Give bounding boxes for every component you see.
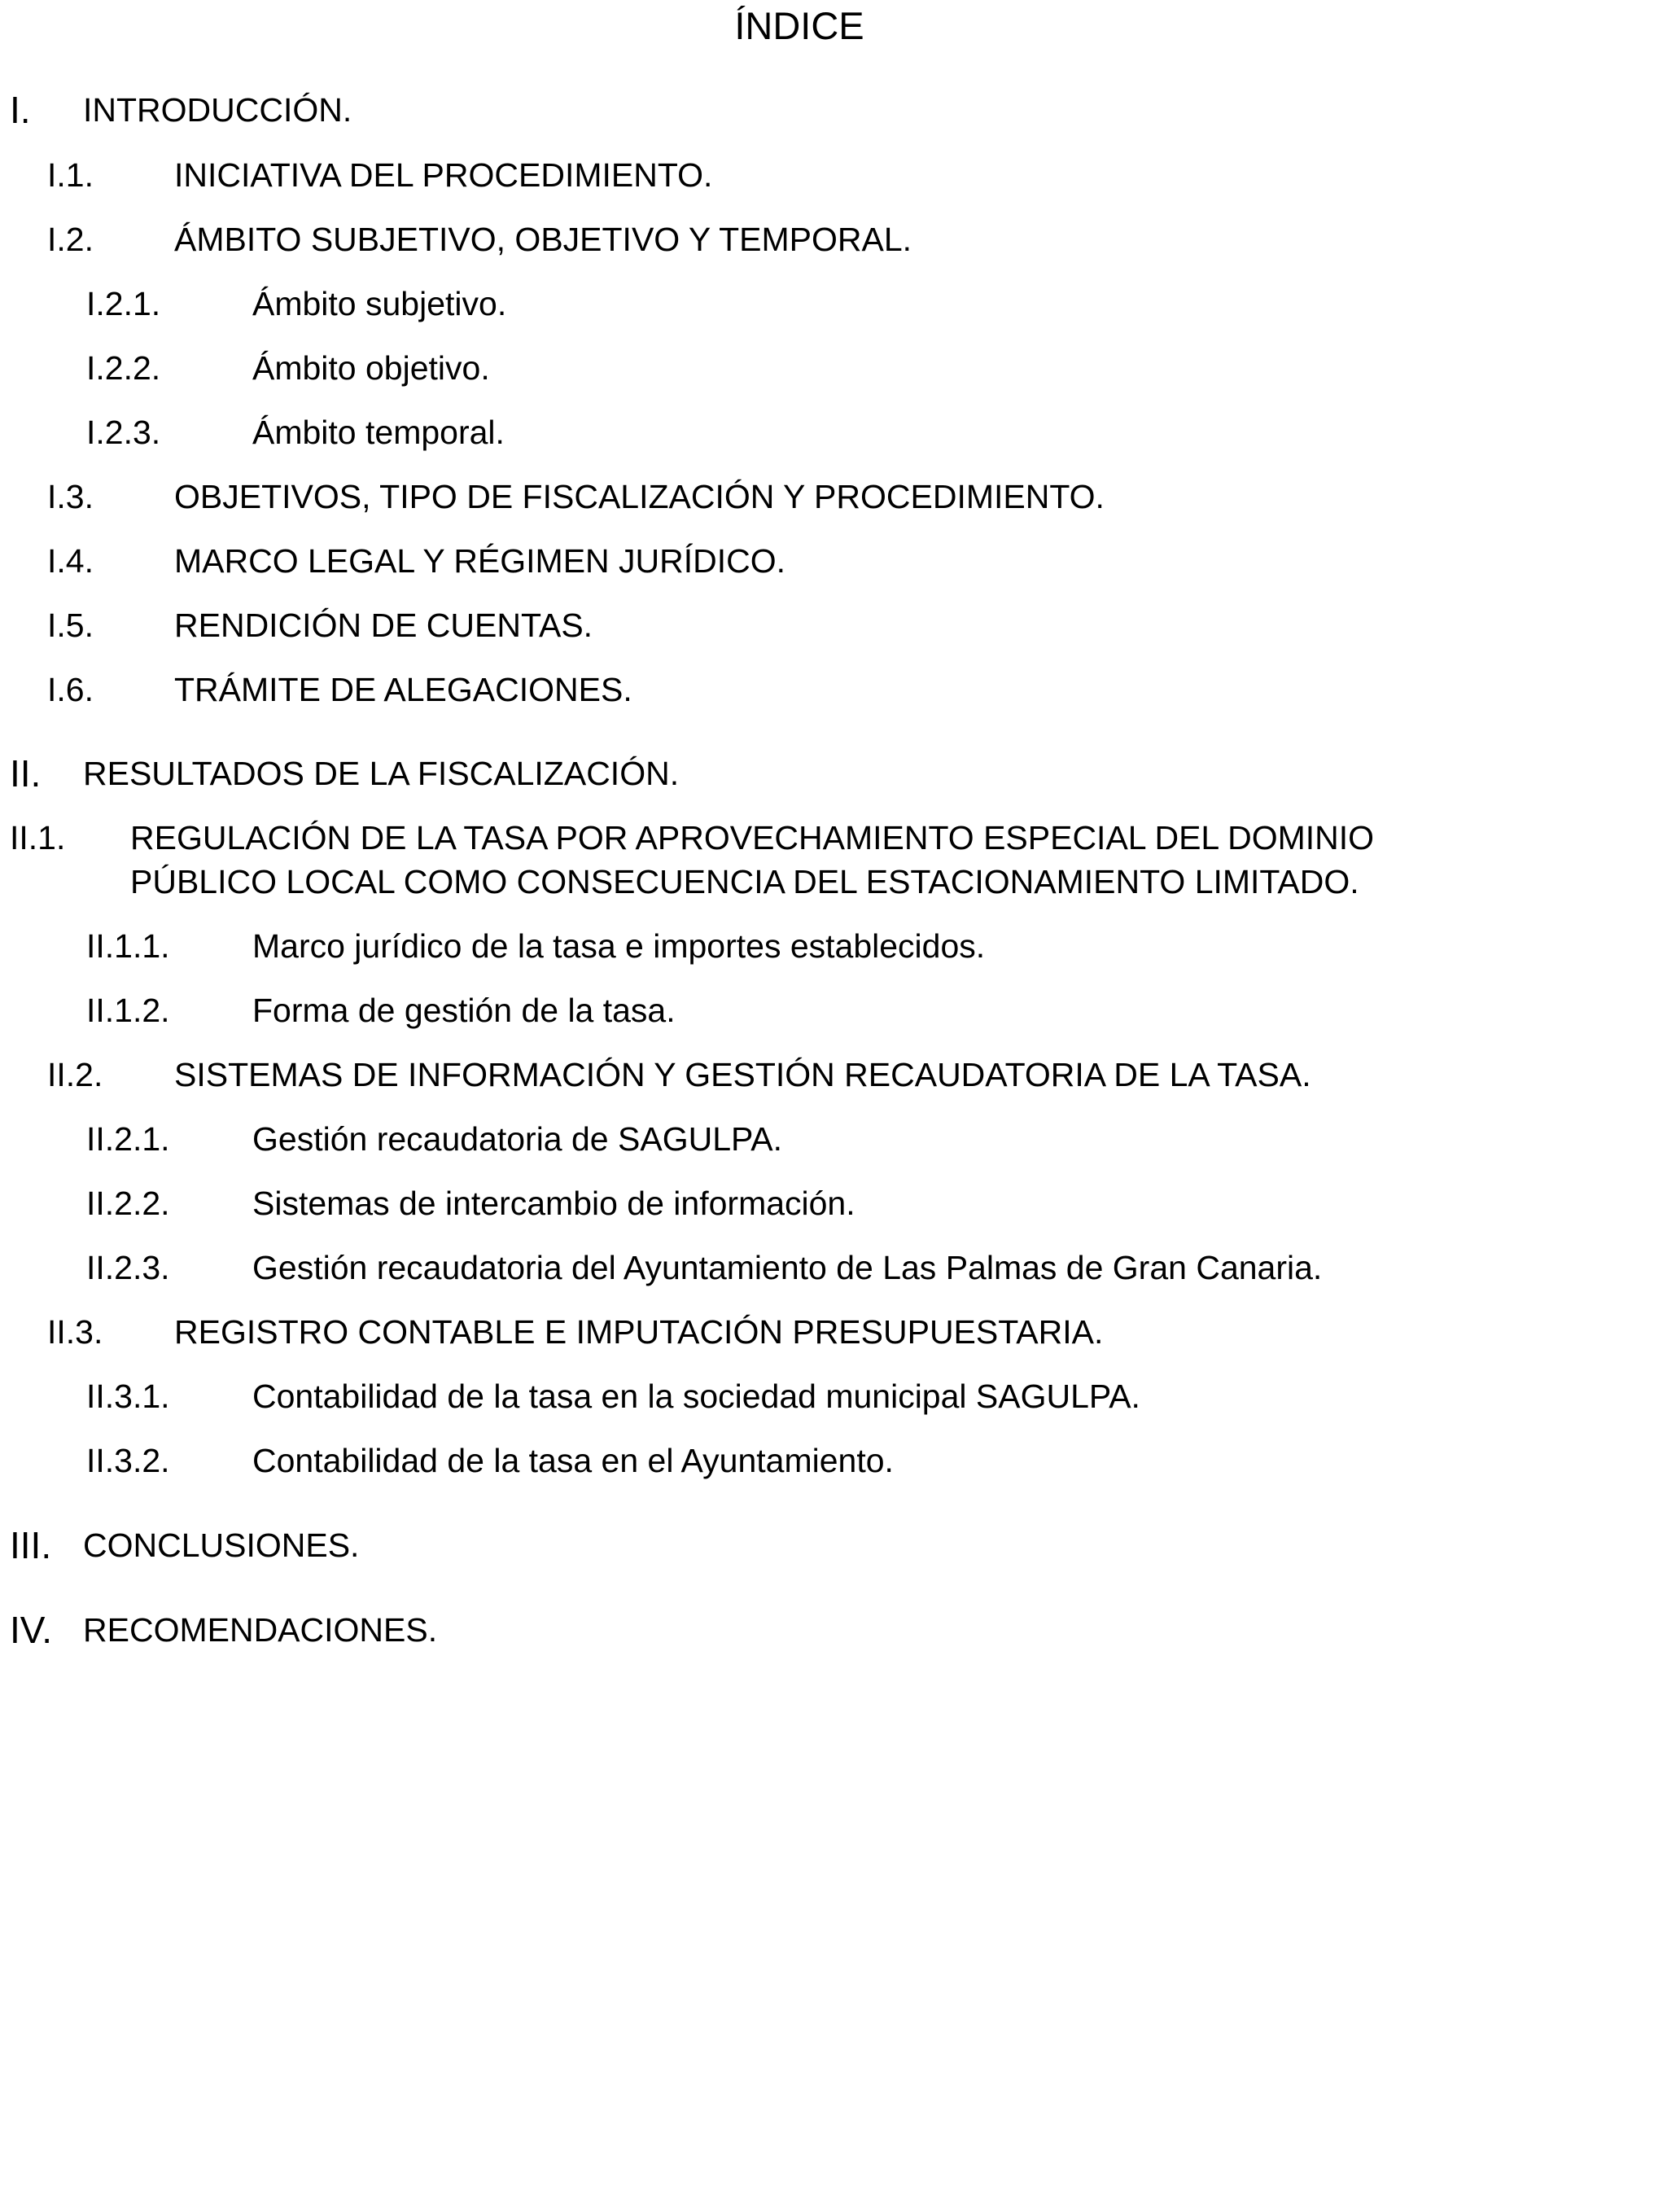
toc-entry-number: II.1.1. — [86, 927, 170, 965]
toc-entry-number: II.2.3. — [86, 1249, 170, 1286]
toc-entry-number: II.3.2. — [86, 1442, 170, 1479]
toc-entry-number: II.1.2. — [86, 992, 170, 1029]
toc-entry-text: INTRODUCCIÓN. — [83, 91, 352, 129]
toc-entry-text: REGISTRO CONTABLE E IMPUTACIÓN PRESUPUESTARIA. — [174, 1313, 1104, 1351]
toc-entry-text: Gestión recaudatoria de SAGULPA. — [252, 1120, 783, 1158]
toc-entry-text: RENDICIÓN DE CUENTAS. — [174, 607, 593, 644]
toc-entry-number: I.5. — [47, 607, 94, 644]
toc-entry-text: INICIATIVA DEL PROCEDIMIENTO. — [174, 156, 713, 194]
toc-entry-number: I.2.1. — [86, 285, 161, 322]
toc-entry-text: TRÁMITE DE ALEGACIONES. — [174, 671, 632, 708]
toc-entry-text: Ámbito objetivo. — [252, 349, 490, 387]
toc-entry-text: CONCLUSIONES. — [83, 1526, 360, 1564]
toc-entry-text: SISTEMAS DE INFORMACIÓN Y GESTIÓN RECAUDATORIA DE LA TASA. — [174, 1056, 1311, 1093]
toc-entry-number: I.6. — [47, 671, 94, 708]
toc-entry-text: Sistemas de intercambio de información. — [252, 1185, 855, 1222]
toc-entry-number: II.3. — [47, 1313, 103, 1351]
toc-entry-number: II.2.2. — [86, 1185, 170, 1222]
toc-entry-text: Contabilidad de la tasa en la sociedad municipal SAGULPA. — [252, 1378, 1140, 1415]
toc-entry-text: RESULTADOS DE LA FISCALIZACIÓN. — [83, 755, 680, 792]
toc-entry-number: II. — [10, 752, 42, 795]
toc-entry-text: Gestión recaudatoria del Ayuntamiento de Las Palmas de Gran Canaria. — [252, 1249, 1323, 1286]
toc-entry-number: II.2.1. — [86, 1120, 170, 1158]
toc-entry-number: IV. — [10, 1609, 53, 1651]
toc-entry-text: MARCO LEGAL Y RÉGIMEN JURÍDICO. — [174, 542, 786, 580]
toc-entry-number: II.3.1. — [86, 1378, 170, 1415]
toc-entry-number: II.1. — [10, 819, 66, 856]
page-title: ÍNDICE — [734, 4, 864, 47]
toc-entry-text: OBJETIVOS, TIPO DE FISCALIZACIÓN Y PROCEDIMIENTO. — [174, 478, 1105, 515]
toc-entry-number: III. — [10, 1524, 52, 1566]
toc-entry-text: RECOMENDACIONES. — [83, 1611, 438, 1649]
toc-entry-text: Contabilidad de la tasa en el Ayuntamiento. — [252, 1442, 894, 1479]
toc-entry-text: Forma de gestión de la tasa. — [252, 992, 676, 1029]
toc-entry-text: Ámbito subjetivo. — [252, 285, 507, 322]
toc-entry-number: I.3. — [47, 478, 94, 515]
toc-entry-number: I.2.2. — [86, 349, 161, 387]
toc-entry-number: II.2. — [47, 1056, 103, 1093]
toc-entry-text-continuation: PÚBLICO LOCAL COMO CONSECUENCIA DEL ESTACIONAMIENTO LIMITADO. — [130, 863, 1359, 900]
toc-entry-number: I.2.3. — [86, 414, 161, 451]
toc-entry-text: ÁMBITO SUBJETIVO, OBJETIVO Y TEMPORAL. — [174, 221, 912, 258]
toc-entry-text: REGULACIÓN DE LA TASA POR APROVECHAMIENTO ESPECIAL DEL DOMINIO — [130, 819, 1375, 856]
toc-entry-number: I. — [10, 89, 31, 131]
toc-entry-number: I.2. — [47, 221, 94, 258]
toc-entry-number: I.1. — [47, 156, 94, 194]
toc-entry-text: Ámbito temporal. — [252, 414, 505, 451]
toc-entry-number: I.4. — [47, 542, 94, 580]
toc-entry-text: Marco jurídico de la tasa e importes establecidos. — [252, 927, 986, 965]
